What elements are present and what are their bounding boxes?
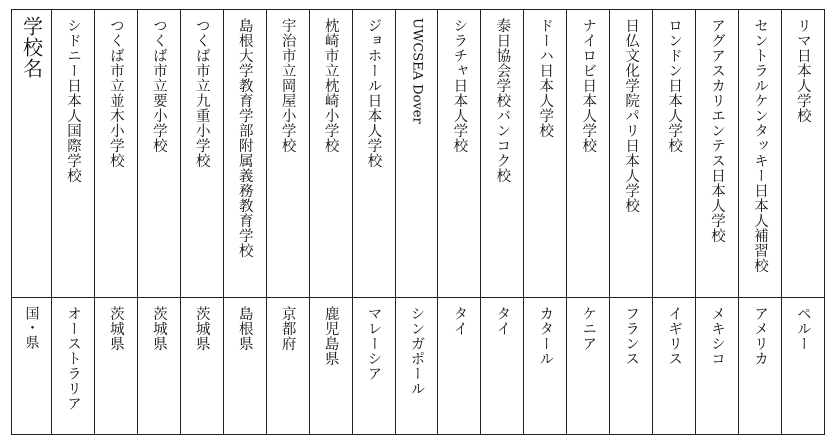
school-name: 宇治市立岡屋小学校 [279, 18, 296, 153]
school-name: 島根大学教育学部附属義務教育学校 [236, 18, 253, 258]
country-cell [223, 298, 266, 435]
school-name-cell [180, 10, 223, 298]
school-name-cell [309, 10, 352, 298]
country-name: ペルー [794, 306, 811, 351]
school-name-cell [696, 10, 739, 298]
country-name: シンガポール [408, 306, 425, 396]
school-name-cell [52, 10, 95, 298]
country-cell [653, 298, 696, 435]
school-name: ロンドン日本人学校 [666, 18, 683, 153]
country-name: マレーシア [365, 306, 382, 381]
school-name-cell [610, 10, 653, 298]
country-cell [610, 298, 653, 435]
country-cell [481, 298, 524, 435]
country-cell [524, 298, 567, 435]
school-name-cell [94, 10, 137, 298]
school-name-cell [137, 10, 180, 298]
school-name-cell [739, 10, 782, 298]
country-name: オーストラリア [64, 306, 81, 411]
school-name: 日仏文化学院パリ日本人学校 [623, 18, 640, 213]
school-name: シラチャ日本人学校 [451, 18, 468, 153]
school-name: リマ日本人学校 [794, 18, 811, 123]
school-name: 枕崎市立枕崎小学校 [322, 18, 339, 153]
country-cell [137, 298, 180, 435]
school-name-cell [438, 10, 481, 298]
country-header-cell [12, 298, 52, 435]
country-cell [309, 298, 352, 435]
country-name: 茨城県 [107, 306, 124, 351]
school-name-header-cell [12, 10, 52, 298]
country-name: 京都府 [279, 306, 296, 351]
school-name: シドニー日本人国際学校 [64, 18, 81, 183]
country-cell [438, 298, 481, 435]
country-name: メキシコ [709, 306, 726, 366]
country-cell [696, 298, 739, 435]
country-cell [180, 298, 223, 435]
country-name: フランス [623, 306, 640, 366]
country-name: 鹿児島県 [322, 306, 339, 366]
school-name-cell [266, 10, 309, 298]
school-name-cell [352, 10, 395, 298]
country-cell [395, 298, 438, 435]
school-name: つくば市立九重小学校 [193, 18, 210, 168]
school-name-cell [567, 10, 610, 298]
school-name-cell [653, 10, 696, 298]
country-cell [567, 298, 610, 435]
country-name: 島根県 [236, 306, 253, 351]
school-name-cell [524, 10, 567, 298]
country-header: 国・県 [23, 306, 40, 350]
country-name: タイ [451, 306, 468, 336]
country-name: アメリカ [751, 306, 768, 366]
school-name-cell [781, 10, 824, 298]
country-cell [739, 298, 782, 435]
school-name: ドーハ日本人学校 [537, 18, 554, 138]
school-name-header: 学校名 [19, 16, 44, 79]
country-cell [781, 298, 824, 435]
school-name-cell [223, 10, 266, 298]
school-name: つくば市立並木小学校 [107, 18, 124, 168]
school-name: 泰日協会学校バンコク校 [494, 18, 511, 183]
country-row [12, 298, 825, 435]
country-name: イギリス [666, 306, 683, 366]
school-name: セントラルケンタッキー日本人補習校 [751, 18, 768, 273]
school-name: つくば市立要小学校 [150, 18, 167, 153]
school-name: ジョホール日本人学校 [365, 18, 382, 168]
country-name: タイ [494, 306, 511, 336]
school-name-cell [395, 10, 438, 298]
country-name: カタール [537, 306, 554, 366]
country-name: 茨城県 [150, 306, 167, 351]
country-cell [94, 298, 137, 435]
school-name-cell [481, 10, 524, 298]
country-cell [266, 298, 309, 435]
country-cell [352, 298, 395, 435]
school-name: UWCSEA Dover [409, 18, 425, 124]
school-name-row [12, 10, 825, 298]
school-name: ナイロビ日本人学校 [580, 18, 597, 153]
country-cell [52, 298, 95, 435]
school-table [11, 9, 825, 435]
country-name: 茨城県 [193, 306, 210, 351]
country-name: ケニア [580, 306, 597, 351]
school-name: アグアスカリエンテス日本人学校 [709, 18, 726, 243]
